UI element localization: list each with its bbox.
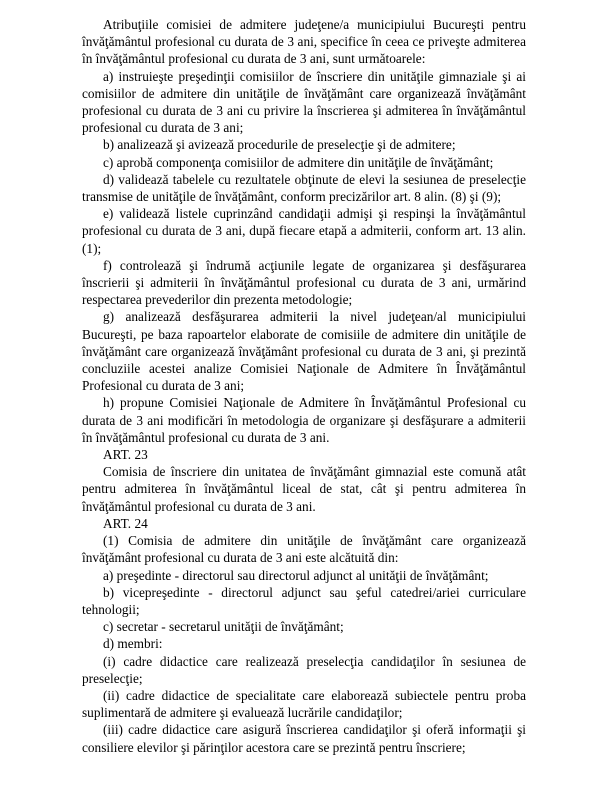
paragraph-art24-1: (1) Comisia de admitere din unităţile de învăţământ care organizează învăţământ profesional cu durata de 3 ani este alcătuită din: [82, 533, 526, 566]
paragraph-member-iii: (iii) cadre didactice care asigură înscrierea candidaţilor şi oferă informaţii şi consiliere elevilor şi părinţilor acestora care se prezintă pentru înscriere; [82, 722, 526, 755]
paragraph-art23: Comisia de înscriere din unitatea de învăţământ gimnazial este comună atât pentru admiterea în învăţământul liceal de stat, cât şi pentru admiterea în învăţământul profesional cu durata de 3 ani. [82, 464, 526, 514]
document-page [82, 16, 526, 756]
paragraph-president: a) preşedinte - directorul sau directorul adjunct al unităţii de învăţământ; [103, 567, 489, 583]
paragraph-item-d: d) validează tabelele cu rezultatele obţinute de elevi la sesiunea de preselecţie transmise de unităţile de învăţământ, conform precizărilor art. 8 alin. (8) şi (9); [82, 171, 526, 205]
paragraph-item-b: b) analizează şi avizează procedurile de preselecţie şi de admitere; [103, 137, 456, 153]
paragraph-item-c: c) aprobă componenţa comisiilor de admitere din unităţile de învăţământ; [103, 154, 494, 170]
paragraph-item-g: g) analizează desfăşurarea admiterii la nivel judeţean/al municipiului Bucureşti, pe baza rapoartelor elaborate de comisiile de admitere din unităţile de învăţământ care organizează învăţământ profesional cu durata de 3 ani, şi prezintă concluziile acestei analize Comisiei Naţionale de Admitere în Învăţământul Profesional cu durata de 3 ani; [82, 309, 526, 394]
paragraph-item-h: h) propune Comisiei Naţionale de Admitere în Învăţământul Profesional cu durata de 3 ani modificări în metodologia de organizare şi desfăşurare a admiterii în învăţământul profesional cu durata de 3 ani. [82, 395, 526, 445]
paragraph-item-f: f) controlează şi îndrumă acţiunile legate de organizarea şi desfăşurarea înscrierii şi admiterii în învăţământul profesional cu durata de 3 ani, urmărind respectarea prevederilor din prezenta metodologie; [82, 257, 526, 308]
paragraph-members: d) membri: [103, 636, 163, 652]
article-heading-24: ART. 24 [103, 515, 148, 531]
paragraph-member-ii: (ii) cadre didactice de specialitate care elaborează subiectele pentru proba suplimentară de admitere şi evaluează lucrările candidaţilor; [82, 687, 526, 721]
paragraph-member-i: (i) cadre didactice care realizează preselecţia candidaţilor în sesiunea de preselecţie; [82, 653, 526, 686]
paragraph-item-a: a) instruieşte preşedinţii comisiilor de înscriere din unităţile gimnaziale şi ai comisiilor de admitere din unităţile de învăţământ care organizează învăţământ profesional cu durata de 3 ani cu privire la înscrierea şi admiterea în învăţământul profesional cu durata de 3 ani; [82, 68, 526, 136]
paragraph-vice-president: b) vicepreşedinte - directorul adjunct sau şeful catedrei/ariei curriculare tehnologii; [82, 584, 526, 617]
paragraph-secretary: c) secretar - secretarul unităţii de învăţământ; [103, 619, 344, 635]
paragraph-item-e: e) validează listele cuprinzând candidaţii admişi şi respinşi la învăţământul profesional cu durata de 3 ani, după fiecare etapă a admiterii, conform art. 13 alin. (1); [82, 206, 526, 256]
article-heading-23: ART. 23 [103, 447, 148, 463]
paragraph-intro: Atribuţiile comisiei de admitere judeţene/a municipiului Bucureşti pentru învăţământul profesional cu durata de 3 ani, specifice în ceea ce priveşte admiterea în învăţământul profesional cu durata de 3 ani, sunt următoarele: [82, 17, 526, 67]
